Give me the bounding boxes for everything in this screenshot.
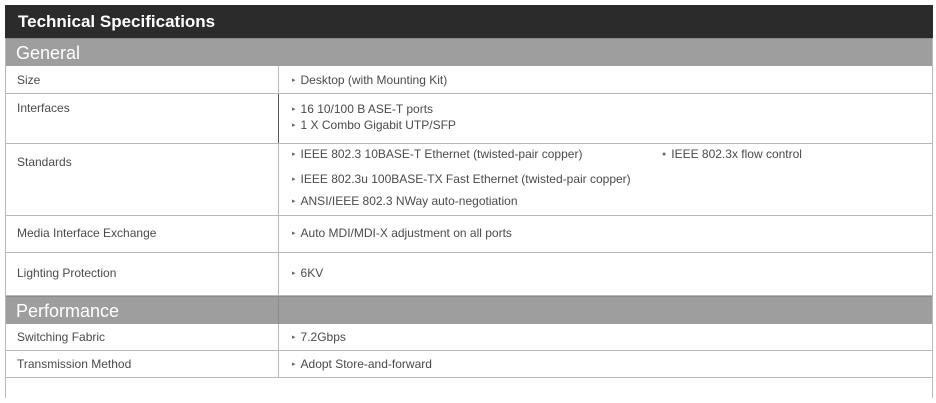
table-border-left: [5, 38, 6, 398]
value-text: Adopt Store-and-forward: [300, 357, 432, 371]
bullet-icon: ▸: [292, 77, 296, 84]
table-border-right: [932, 38, 933, 398]
value-text: Auto MDI/MDI-X adjustment on all ports: [300, 226, 512, 240]
row-size-label: Size: [17, 73, 41, 87]
bullet-icon: ▸: [292, 176, 296, 183]
bullet-icon: ▸: [292, 270, 296, 277]
row-interfaces-value-2: [292, 118, 456, 132]
column-divider: [278, 297, 279, 324]
row-media: [5, 216, 933, 253]
row-transmission-value: [292, 357, 432, 371]
row-interfaces: [5, 94, 933, 144]
bullet-icon: ●: [662, 151, 667, 158]
section-performance: [5, 296, 933, 324]
row-fabric-value: [292, 330, 346, 344]
value-text: IEEE 802.3u 100BASE-TX Fast Ethernet (twisted-pair copper): [300, 172, 631, 186]
column-divider: [278, 253, 279, 295]
value-text: IEEE 802.3 10BASE-T Ethernet (twisted-pair copper): [300, 147, 583, 161]
row-standards: [5, 144, 933, 216]
bullet-icon: ▸: [292, 106, 296, 113]
column-divider: [278, 216, 279, 252]
column-divider: [278, 144, 279, 215]
row-media-label: Media Interface Exchange: [17, 226, 157, 240]
spec-table: [5, 5, 933, 378]
bullet-icon: ▸: [292, 361, 296, 368]
bullet-icon: ▸: [292, 230, 296, 237]
row-lighting-label: Lighting Protection: [17, 266, 117, 280]
table-title: Technical Specifications: [5, 5, 933, 38]
row-standards-label: Standards: [17, 155, 72, 169]
bullet-icon: ▸: [292, 122, 296, 129]
section-general-label: General: [16, 43, 81, 63]
column-divider: [278, 66, 279, 93]
row-standards-value-2: [662, 147, 802, 161]
column-divider: [278, 324, 279, 350]
row-interfaces-value-1: [292, 102, 433, 116]
row-size-value: [292, 73, 447, 87]
section-performance-label: Performance: [16, 301, 120, 321]
value-text: 1 X Combo Gigabit UTP/SFP: [300, 118, 456, 132]
value-text: 7.2Gbps: [300, 330, 346, 344]
value-text: 16 10/100 B ASE-T ports: [300, 102, 434, 116]
row-standards-value-1: [292, 147, 582, 161]
row-media-value: [292, 226, 512, 240]
bullet-icon: ▸: [292, 334, 296, 341]
column-divider: [278, 94, 279, 143]
row-fabric: [5, 324, 933, 351]
row-standards-value-3: [292, 172, 631, 186]
row-standards-value-4: [292, 194, 518, 208]
row-lighting: [5, 253, 933, 296]
row-lighting-value: [292, 266, 323, 280]
row-transmission-label: Transmission Method: [17, 357, 132, 371]
bullet-icon: ▸: [292, 151, 296, 158]
row-size: [5, 66, 933, 94]
row-fabric-label: Switching Fabric: [17, 330, 106, 344]
value-text: 6KV: [300, 266, 324, 280]
value-text: IEEE 802.3x flow control: [671, 147, 802, 161]
row-transmission: [5, 351, 933, 378]
value-text: ANSI/IEEE 802.3 NWay auto-negotiation: [300, 194, 518, 208]
value-text: Desktop (with Mounting Kit): [300, 73, 448, 87]
column-divider: [278, 351, 279, 377]
section-general: [5, 38, 933, 66]
bullet-icon: ▸: [292, 198, 296, 205]
row-interfaces-label: Interfaces: [17, 101, 70, 115]
